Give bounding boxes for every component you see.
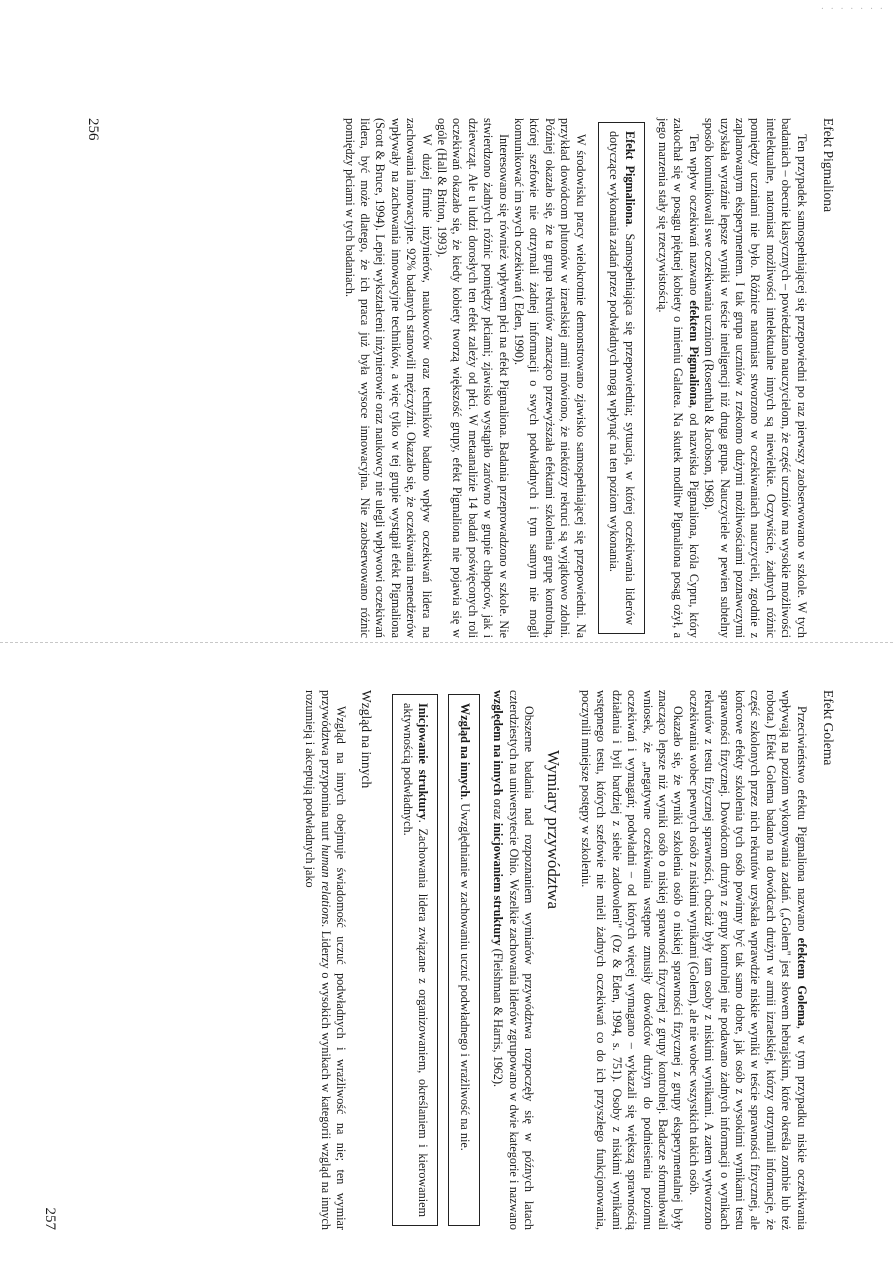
subheading-wzglad: Wzgląd na innych xyxy=(358,690,374,789)
page-fold-line xyxy=(0,642,893,643)
page-number-257: 257 xyxy=(42,1207,59,1230)
section-title-wymiary: Wymiary przywództwa xyxy=(544,750,564,910)
scan-edge-mark: · · · · · · · xyxy=(820,4,885,15)
paragraph-3: Obszerne badania nad rozpoznaniem wymiarów przywództwa rozpoczęły się w późnych latach czterdziestych na uniwersytecie Ohio. Wszelkie zachowania liderów zgrupowano w dwie kategorie i nazwano względem na innych oraz inicjowaniem struktury (Fleishman & Harris, 1962). xyxy=(491,690,537,1230)
heading-efekt-pigmaliona: Efekt Pigmaliona xyxy=(821,118,836,213)
definition-box-pigmalion: Efekt Pigmaliona. Samospełniająca się przepowiednia; sytuacja, w której oczekiwania liderów dotyczące wykonania zadań przez podwładnych mogą wpłynąć na ten poziom wykonania. xyxy=(598,122,645,634)
page-257 xyxy=(42,690,836,1230)
page-256 xyxy=(85,118,836,638)
page-number-256: 256 xyxy=(85,118,102,141)
paragraph-5: W dużej firmie inżynierów, naukowców oraz techników badano wpływ oczekiwań lidera na zachowania innowacyjne. 92% badanych stanowili mężczyźni. Okazało się, że oczekiwania menedżerów wpływały na zachowania innowacyjne techników, a więc tylko w tej grupie wystąpił efekt Pigmaliona (Scott & Bruce, 1994). Lepiej wykształceni inżynierowie oraz naukowcy nie ulegli wpływowi oczekiwań lidera, być może dlatego, że ich praca już była wysoce innowacyjna. Nie zaobserwowano różnic pomiędzy płciami w tych badaniach. xyxy=(342,118,434,638)
paragraph-1: Przeciwieństwo efektu Pigmaliona nazwano efektem Golema, w tym przypadku niskie oczekiwania wpływają na poziom wykonywania zadań. („Golem" jest słowem hebrajskim, które określa zombie lub też robota.) Efekt Golema badano na dowódcach drużyn w armii izraelskiej, którzy otrzymali informacje, że część szkolonych przez nich rekrutów uzyskała wprawdzie niskie wyniki w teście sprawności fizycznej, ale końcowe efekty szkolenia tych osób powinny być tak samo dobre, jak osób z wysokimi wynikami testu sprawności fizycznej. Dowódcom drużyn z grupy kontrolnej nie podawano żadnych informacji o wynikach rekrutów z testu fizycznej sprawności, chociaż były tam osoby z niskimi wynikami. A zatem wytworzono oczekiwania wobec pewnych osób z niskimi wynikami (Golem), ale nie wobec wszystkich takich osób. xyxy=(686,690,809,1230)
paragraph-3: W środowisku pracy wielokrotnie demonstrowano zjawisko samospełniającej się przepowiedni. Na przykład dowódcom plutonów w izraelskiej armii mówiono, że niektórzy rekruci są wyjątkowo zdolni. Później okazało się, że ta grupa rekrutów znacząco przewyższała efektami szkolenia grupę kontrolną, której szefowie nie otrzymali żadnej informacji o swych podwładnych i tym samym nie mogli komunikować im swych oczekiwań ( Eden, 1990). xyxy=(512,118,588,638)
paragraph-4: Interesowano się również wpływem płci na efekt Pigmaliona. Badania przeprowadzono w szkole. Nie stwierdzono żadnych różnic pomiędzy płciami; zjawisko wystąpiło zarówno w grupie chłopców, jak i dziewcząt. Ale u ludzi dorosłych ten efekt zależy od płci. W metaanalizie 14 badań poświęconych roli oczekiwań okazało się, że kiedy kobiety tworzą większość grupy, efekt Pigmaliona nie pojawia się w ogóle (Hall & Briton, 1993). xyxy=(435,118,511,638)
paragraph-4: Wzgląd na innych obejmuje świadomość uczuć podwładnych i wrażliwość na nie; ten wymiar przywództwa przypomina nurt human relations. Liderzy o wysokich wynikach w kategorii wzgląd na innych rozumieją i akceptują podwładnych jako xyxy=(303,690,349,1230)
heading-efekt-golema: Efekt Golema xyxy=(821,690,836,766)
paragraph-2: Ten wpływ oczekiwań nazwano efektem Pigmaliona, od nazwiska Pigmaliona, króla Cypru, który zakochał się w posągu pięknej kobiety o imieniu Galatea. Na skutek modlitw Pigmaliona posąg ożył, a jego marzenia stały się rzeczywistością. xyxy=(655,118,701,638)
paragraph-2: Okazało się, że wyniki szkolenia osób o niskiej sprawności fizycznej z grupy eksperymentalnej były znacząco lepsze niż wyniki osób o niskiej sprawności fizycznej z grupy kontrolnej. Badacze sformułowali wniosek, że „negatywne oczekiwania wstępne zmusiły dowódców drużyn do podniesienia poziomu oczekiwań i wymagań; podwładni – od których więcej wymagano – wykazali się większą sprawnością działania i byli bardziej z siebie zadowoleni" (Oz & Eden, 1994, s. 751). Osoby z niskimi wynikami wstępnego testu, których szefowie nie mieli żadnych oczekiwań co do ich przyszłego funkcjonowania, poczynili mniejsze postępy w szkoleniu. xyxy=(578,690,686,1230)
paragraph-1: Ten przypadek samospełniającej się przepowiedni po raz pierwszy zaobserwowano w szkole. W tych badaniach – obecnie klasycznych – powiedziano nauczycielom, że część uczniów ma wysokie możliwości intelektualne, natomiast możliwości intelektualne innych są niewielkie. Oczywiście, żadnych różnic pomiędzy uczniami nie było. Różnice natomiast stworzono w oczekiwaniach nauczycieli, zgodnie z zaplanowanym eksperymentem. I tak grupa uczniów z rzekomo dużymi możliwościami poznawczymi uzyskała wyraźnie lepsze wyniki w teście inteligencji niż druga grupa. Nauczyciele w pewien subtelny sposób komunikowali swe oczekiwania uczniom (Rosenthal & Jacobson, 1968). xyxy=(702,118,809,638)
definition-box-wzglad: Wzgląd na innych. Uwzględnianie w zachowaniu uczuć podwładnego i wrażliwość na nie. xyxy=(448,694,479,1226)
definition-box-inicjowanie: Inicjowanie struktury. Zachowania lidera związane z organizowaniem, określaniem i kierowaniem aktywnością podwładnych. xyxy=(392,694,439,1226)
